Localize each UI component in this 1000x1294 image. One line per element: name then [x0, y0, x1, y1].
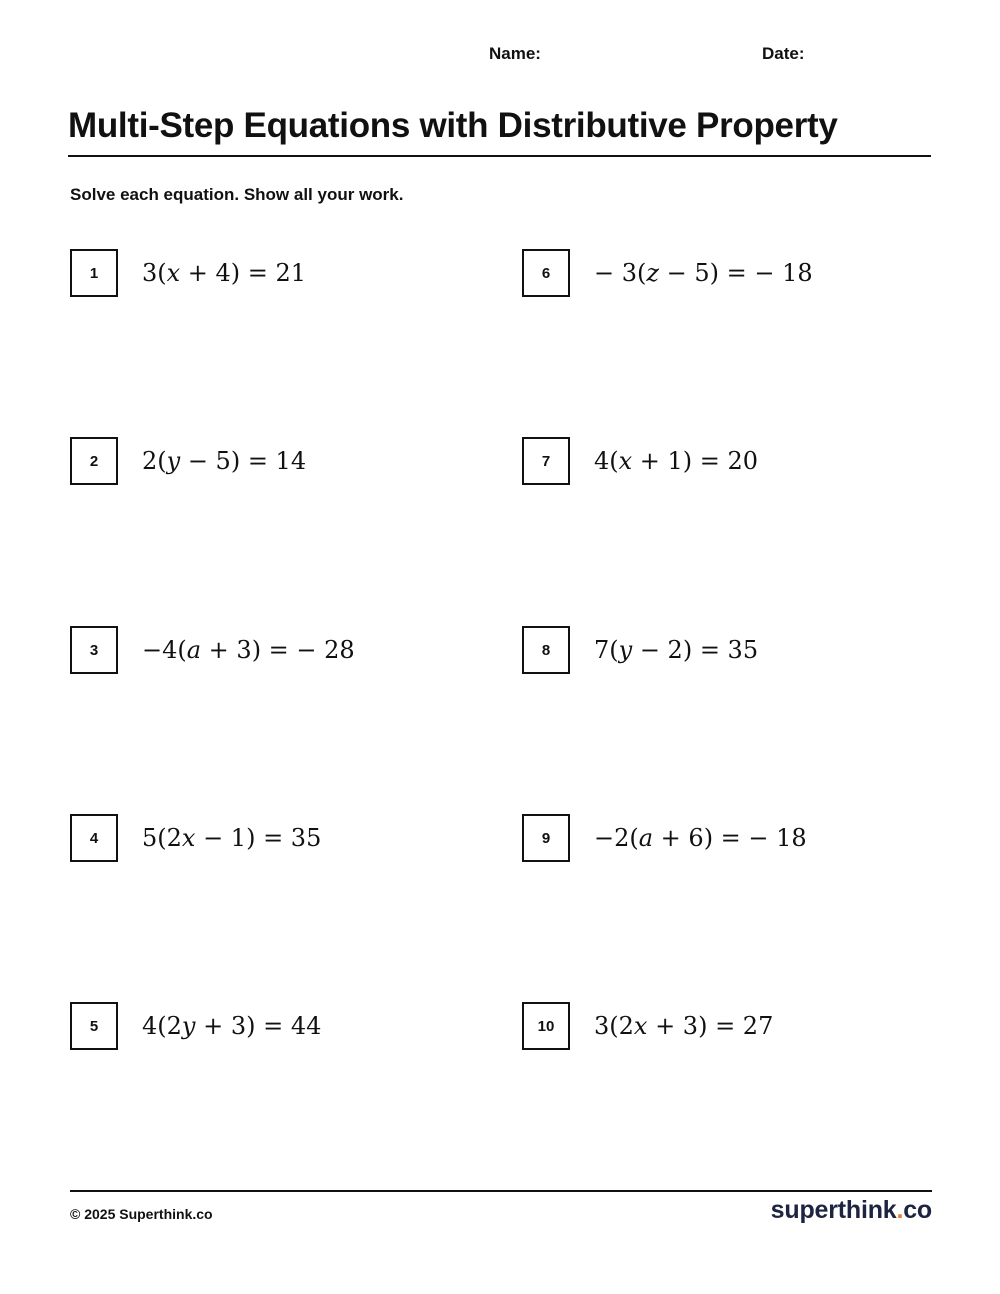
date-label: Date: — [762, 44, 805, 63]
problem-5 — [70, 1002, 321, 1050]
problem-3 — [70, 626, 355, 674]
brand-dot: . — [896, 1196, 904, 1224]
problem-9 — [522, 814, 807, 862]
brand-name: superthink — [770, 1196, 897, 1224]
problem-number-box: 7 — [522, 437, 570, 485]
problem-7 — [522, 437, 758, 485]
problem-number-box: 2 — [70, 437, 118, 485]
instructions: Solve each equation. Show all your work. — [70, 185, 404, 204]
problem-8 — [522, 626, 758, 674]
problem-number-box: 9 — [522, 814, 570, 862]
equation: 5(2𝑥 − 1) = 35 — [142, 824, 322, 852]
problem-number-box: 6 — [522, 249, 570, 297]
equation: 7(𝑦 − 2) = 35 — [594, 636, 759, 664]
equation: 2(𝑦 − 5) = 14 — [142, 447, 307, 475]
equation: 4(2𝑦 + 3) = 44 — [142, 1012, 322, 1040]
problem-number-box: 5 — [70, 1002, 118, 1050]
problem-10 — [522, 1002, 773, 1050]
problem-number-box: 4 — [70, 814, 118, 862]
problem-number-box: 8 — [522, 626, 570, 674]
equation: −2(𝑎 + 6) = − 18 — [594, 824, 807, 852]
problem-2 — [70, 437, 306, 485]
page-title: Multi-Step Equations with Distributive Property — [68, 106, 838, 145]
brand-logo — [771, 1196, 932, 1225]
problem-4 — [70, 814, 321, 862]
problem-number-box: 1 — [70, 249, 118, 297]
equation: 4(𝑥 + 1) = 20 — [594, 447, 759, 475]
copyright-notice: © 2025 Superthink.co — [70, 1206, 213, 1222]
title-divider — [68, 155, 931, 157]
problem-number-box: 10 — [522, 1002, 570, 1050]
footer-divider — [70, 1190, 932, 1192]
brand-tld: co — [903, 1196, 932, 1224]
equation: −4(𝑎 + 3) = − 28 — [142, 636, 355, 664]
problem-6 — [522, 249, 813, 297]
equation: − 3(𝑧 − 5) = − 18 — [594, 259, 813, 287]
name-label: Name: — [489, 44, 541, 63]
equation: 3(2𝑥 + 3) = 27 — [594, 1012, 774, 1040]
problem-1 — [70, 249, 306, 297]
problem-number-box: 3 — [70, 626, 118, 674]
equation: 3(𝑥 + 4) = 21 — [142, 259, 307, 287]
